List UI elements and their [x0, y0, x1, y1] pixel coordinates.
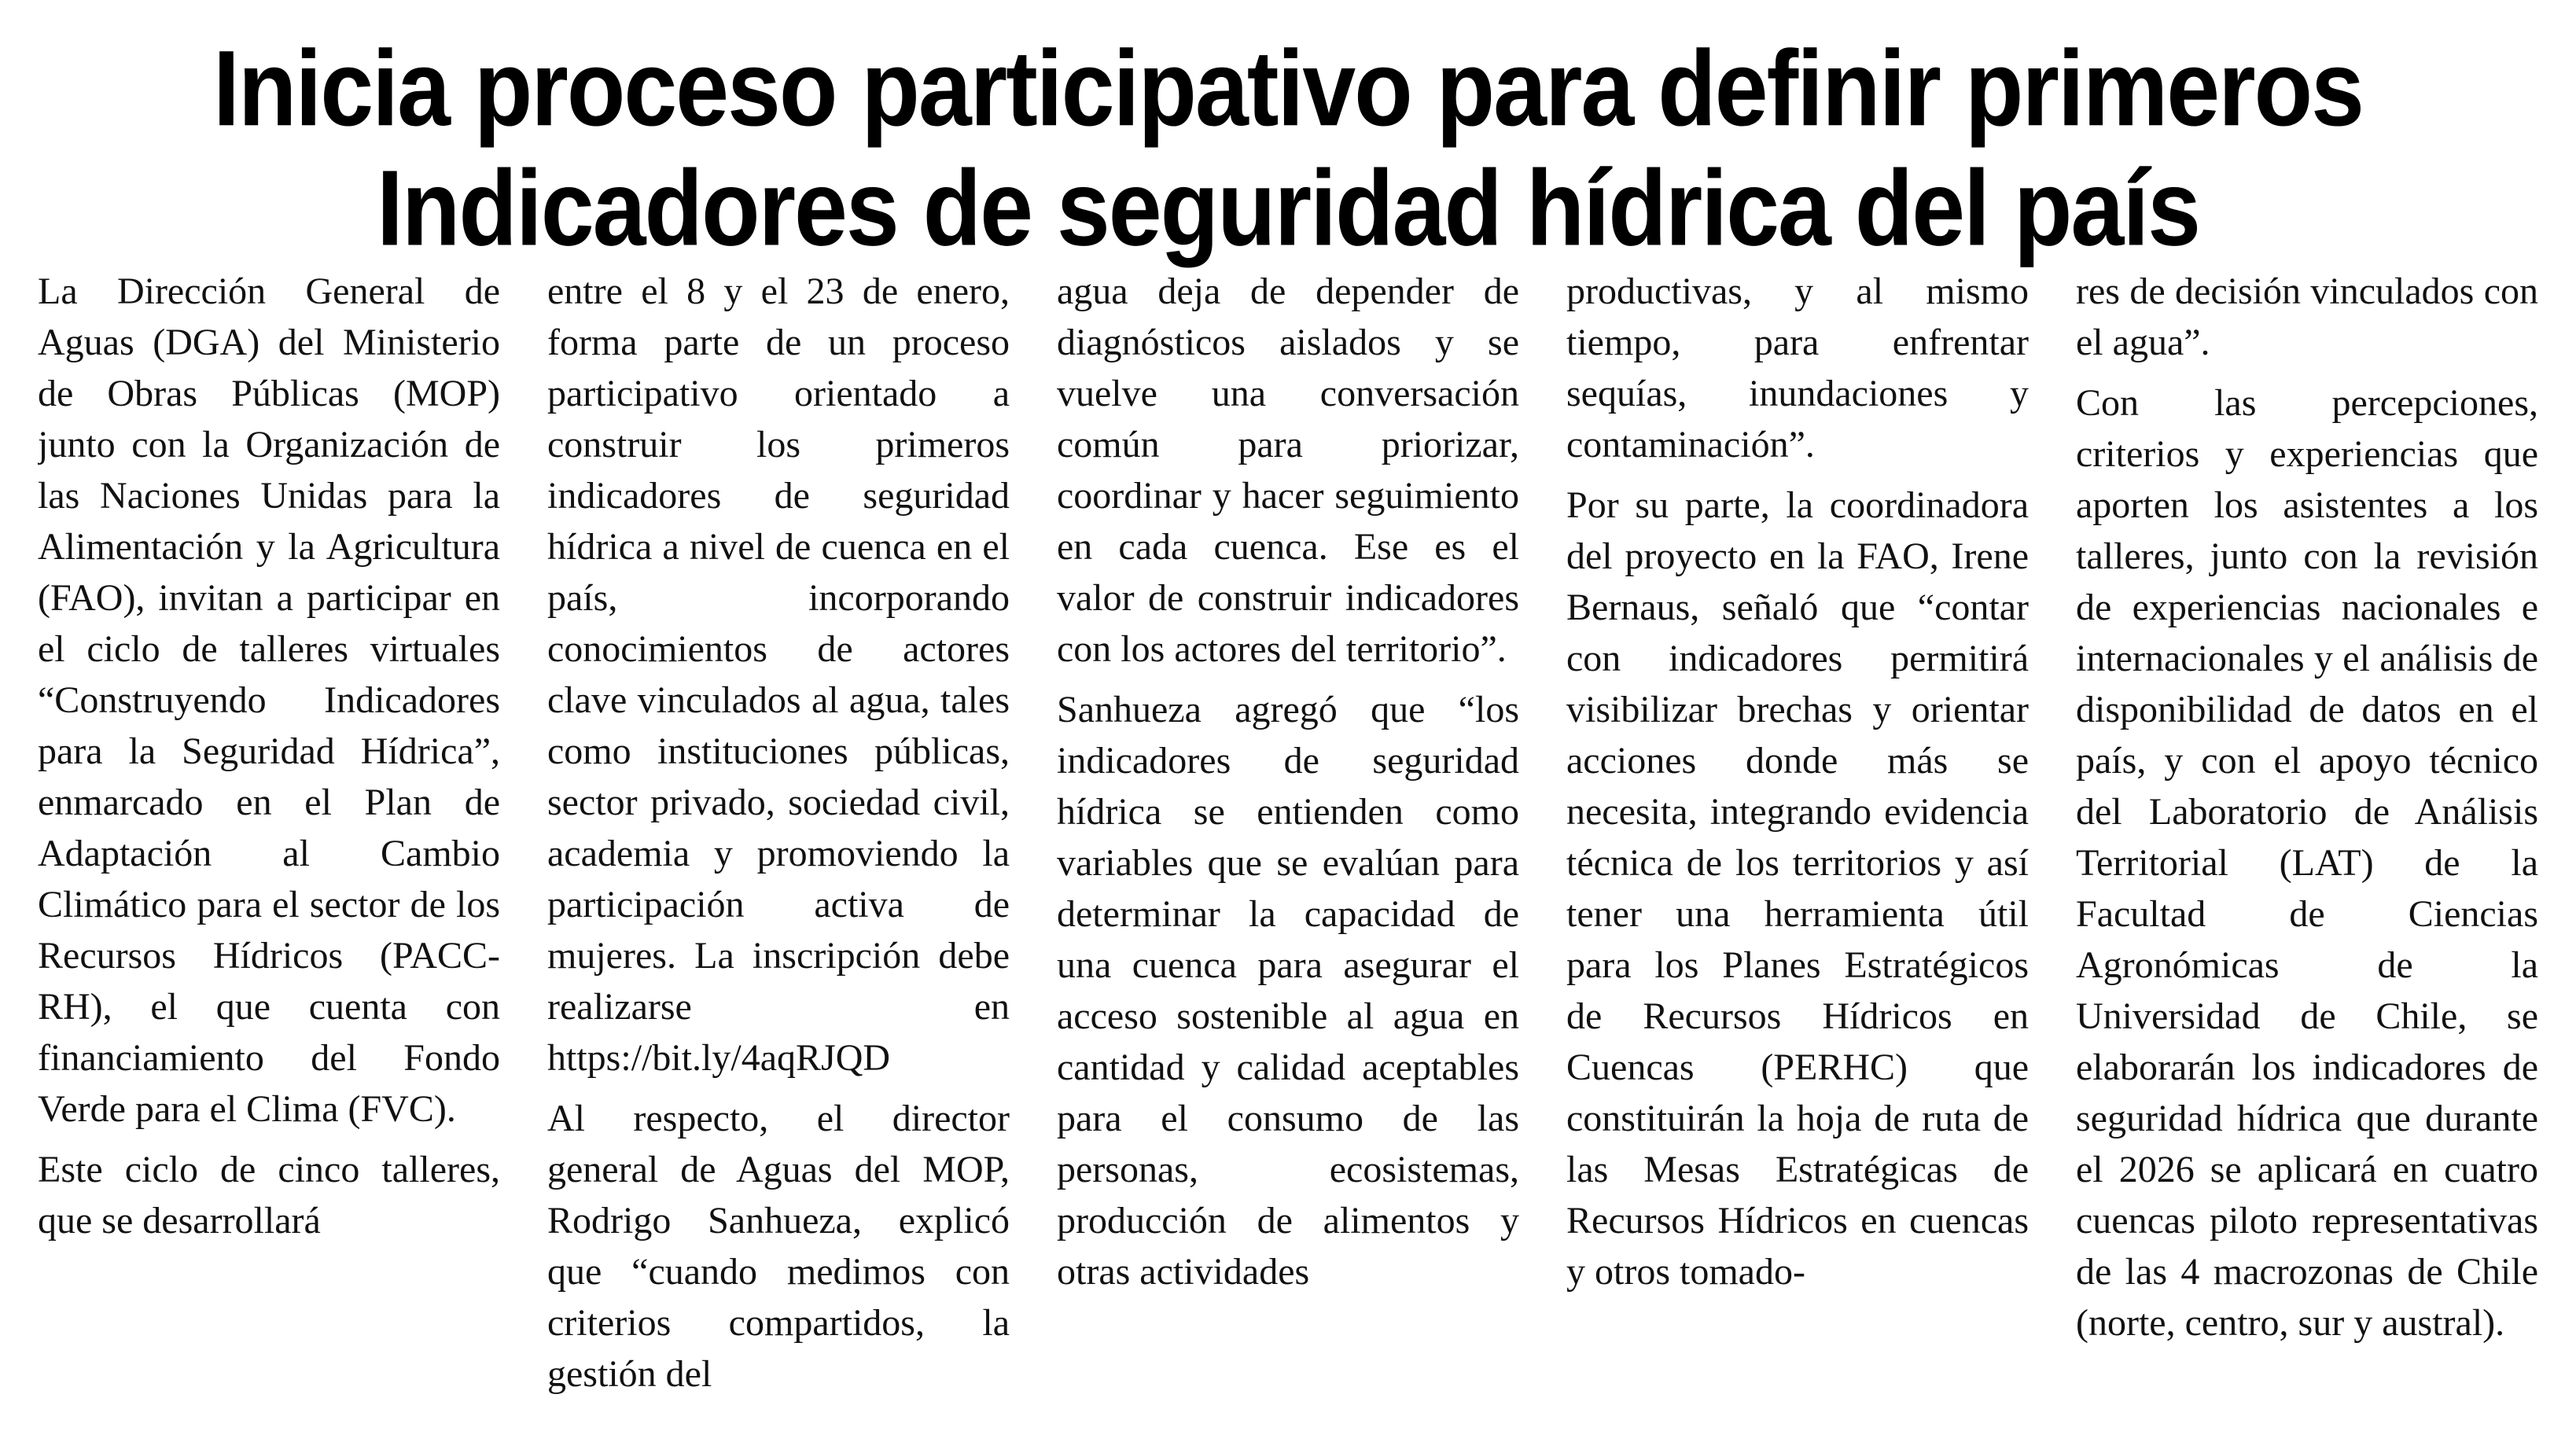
article-column-3 — [1057, 266, 1519, 1398]
article-paragraph: Por su parte, la coordinadora del proyecto en la FAO, Irene Bernaus, señaló que “contar con indicadores permitirá visibilizar brechas y orientar acciones donde más se necesita, integrando evidencia técnica de los territorios y así tener una herramienta útil para los Planes Estratégicos de Recursos Hídricos en Cuencas (PERHC) que constituirán la hoja de ruta de las Mesas Estratégicas de Recursos Hídricos en cuencas y otros tomado- — [1566, 484, 2029, 1293]
article-column-2 — [547, 266, 1010, 1398]
article-column-5 — [2076, 266, 2538, 1398]
article-paragraph: Con las percepciones, criterios y experiencias que aporten los asistentes a los talleres, junto con la revisión de experiencias nacionales e internacionales y el análisis de disponibilidad de datos en el país, y con el apoyo técnico del Laboratorio de Análisis Territorial (LAT) de la Facultad de Ciencias Agronómicas de la Universidad de Chile, se elaborarán los indicadores de seguridad hídrica que durante el 2026 se aplicará en cuatro cuencas piloto representativas de las 4 macrozonas de Chile (norte, centro, sur y austral). — [2076, 382, 2538, 1344]
article-paragraph: entre el 8 y el 23 de enero, forma parte de un proceso participativo orientado a construir los primeros indicadores de seguridad hídrica a nivel de cuenca en el país, incorporando conocimientos de actores clave vinculados al agua, tales como instituciones públicas, sector privado, sociedad civil, academia y promoviendo la participación activa de mujeres. La inscripción debe realizarse en https://bit.ly/4aqRJQD — [547, 270, 1010, 1079]
article-column-4 — [1566, 266, 2029, 1398]
article-body — [38, 266, 2538, 1398]
article-paragraph: agua deja de depender de diagnósticos aislados y se vuelve una conversación común para priorizar, coordinar y hacer seguimiento en cada cuenca. Ese es el valor de construir indicadores con los actores del territorio”. — [1057, 270, 1519, 670]
headline-line-2: Indicadores de seguridad hídrica del país — [376, 148, 2200, 268]
article-paragraph: Este ciclo de cinco talleres, que se desarrollará — [38, 1149, 500, 1242]
headline — [31, 28, 2545, 268]
article-paragraph: Sanhueza agregó que “los indicadores de seguridad hídrica se entienden como variables que se evalúan para determinar la capacidad de una cuenca para asegurar el acceso sostenible al agua en cantidad y calidad aceptables para el consumo de las personas, ecosistemas, producción de alimentos y otras actividades — [1057, 689, 1519, 1293]
article-paragraph: La Dirección General de Aguas (DGA) del Ministerio de Obras Públicas (MOP) junto con la Organización de las Naciones Unidas para la Alimentación y la Agricultura (FAO), invitan a participar en el ciclo de talleres virtuales “Construyendo Indicadores para la Seguridad Hídrica”, enmarcado en el Plan de Adaptación al Cambio Climático para el sector de los Recursos Hídricos (PACC-RH), el que cuenta con financiamiento del Fondo Verde para el Clima (FVC). — [38, 270, 500, 1130]
article-column-1 — [38, 266, 500, 1398]
headline-line-1: Inicia proceso participativo para definir primeros — [213, 28, 2363, 149]
article-paragraph: res de decisión vinculados con el agua”. — [2076, 270, 2538, 363]
article-paragraph: Al respecto, el director general de Aguas del MOP, Rodrigo Sanhueza, explicó que “cuando medimos con criterios compartidos, la gestión del — [547, 1098, 1010, 1395]
article-paragraph: productivas, y al mismo tiempo, para enfrentar sequías, inundaciones y contaminación”. — [1566, 270, 2029, 465]
